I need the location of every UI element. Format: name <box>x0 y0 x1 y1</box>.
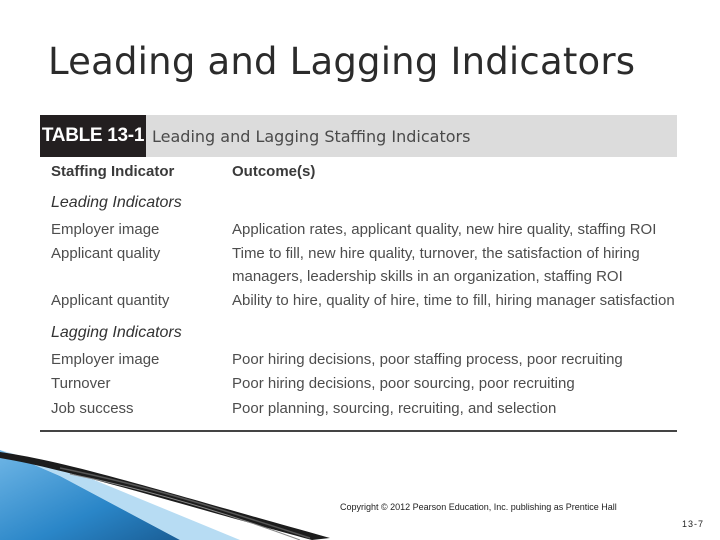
table-row-indicator: Applicant quality <box>51 245 161 262</box>
section-label-leading: Leading Indicators <box>51 194 182 211</box>
table-row-outcome: Time to fill, new hire quality, turnover, the satisfaction of hiring <box>232 245 640 262</box>
table-row-indicator: Applicant quantity <box>51 292 170 309</box>
table-caption-bar <box>40 115 677 157</box>
table-row-outcome: Ability to hire, quality of hire, time to fill, hiring manager satisfaction <box>232 292 675 309</box>
table-number: TABLE 13-1 <box>40 115 146 157</box>
table-body <box>40 187 677 432</box>
header-staffing-indicator: Staffing Indicator <box>51 163 175 180</box>
table-row-outcome: Application rates, applicant quality, new hire quality, staffing ROI <box>232 221 657 238</box>
table-row-outcome-continued: managers, leadership skills in an organization, staffing ROI <box>232 268 623 285</box>
table-caption: Leading and Lagging Staffing Indicators <box>152 126 471 146</box>
table-row-outcome: Poor planning, sourcing, recruiting, and selection <box>232 400 557 417</box>
table-row-indicator: Job success <box>51 400 134 417</box>
decorative-swoosh <box>0 450 720 540</box>
slide-number: 13-7 <box>681 519 704 529</box>
copyright-notice: Copyright © 2012 Pearson Education, Inc. publishing as Prentice Hall <box>340 502 617 512</box>
slide-title: Leading and Lagging Indicators <box>48 40 636 83</box>
table-row-outcome: Poor hiring decisions, poor sourcing, poor recruiting <box>232 375 575 392</box>
header-outcomes: Outcome(s) <box>232 163 316 180</box>
table-header-row <box>40 157 677 187</box>
table-row-indicator: Employer image <box>51 221 160 238</box>
section-label-lagging: Lagging Indicators <box>51 324 182 341</box>
table-row-indicator: Turnover <box>51 375 111 392</box>
table-row-outcome: Poor hiring decisions, poor staffing process, poor recruiting <box>232 351 623 368</box>
table-row-indicator: Employer image <box>51 351 160 368</box>
staffing-indicators-table <box>40 115 677 432</box>
